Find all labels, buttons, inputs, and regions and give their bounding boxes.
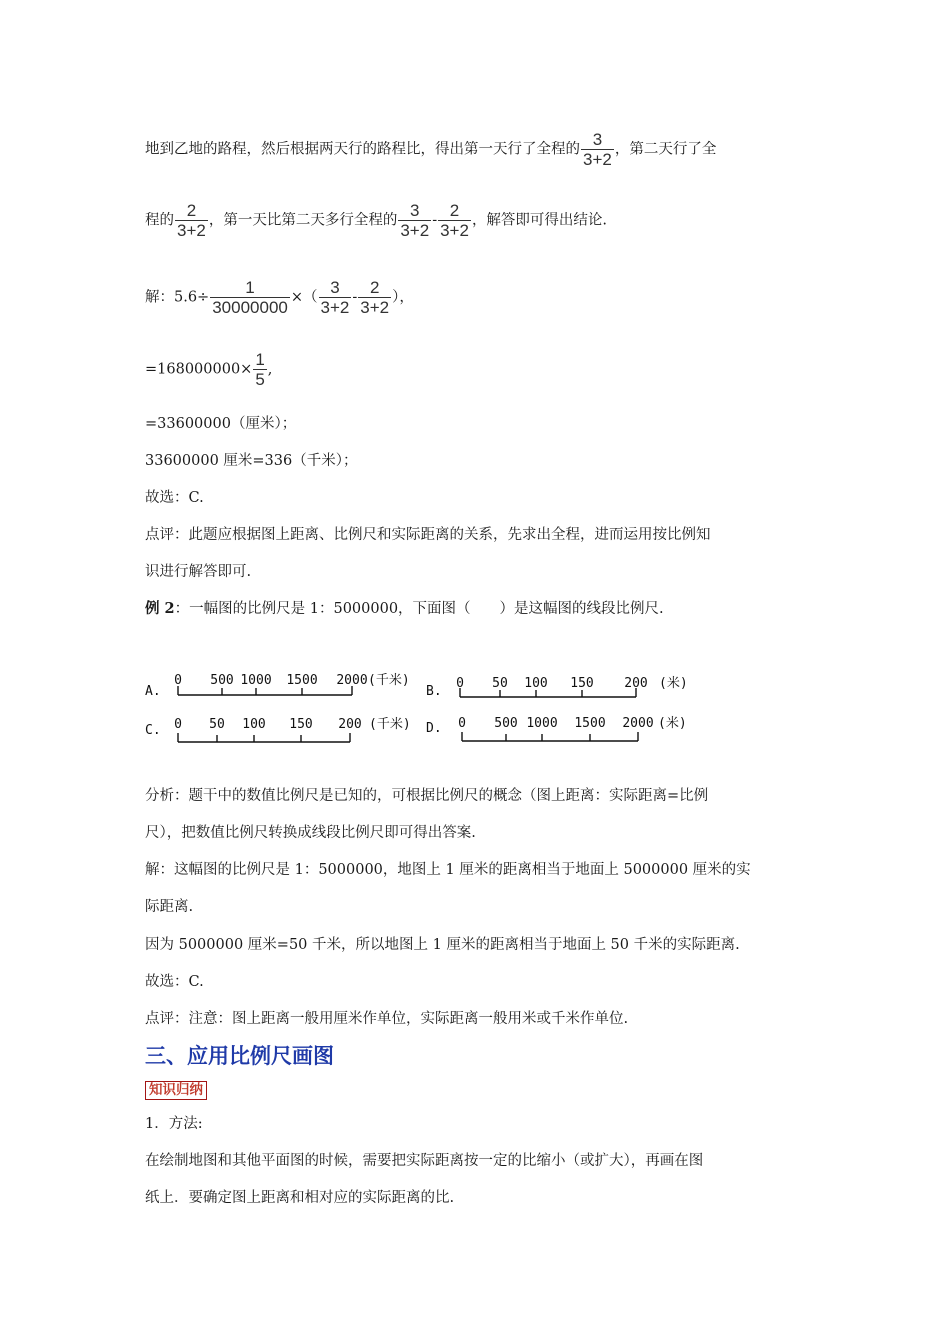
fraction-denominator: 3+2	[177, 221, 206, 240]
fraction	[319, 278, 352, 317]
fraction-numerator: 2	[186, 201, 197, 220]
scale-tick-label: 2000	[336, 673, 368, 688]
scale-tick-label: 500	[210, 673, 234, 688]
scale-tick-label: 0	[174, 717, 182, 732]
fraction	[210, 278, 290, 317]
fraction-numerator: 2	[369, 278, 380, 297]
scale-tick-label: 200	[338, 717, 362, 732]
scale-unit-label: (千米)	[369, 717, 411, 732]
analysis-line-1	[145, 130, 716, 169]
text-segment: 解：5.6÷	[145, 289, 210, 306]
fraction-denominator: 3+2	[360, 298, 390, 317]
scale-tick-label: 50	[492, 676, 508, 691]
text-segment: 程的	[145, 212, 174, 229]
example-label: 例 2	[145, 600, 175, 617]
solution-line-3: =33600000（厘米）；	[145, 416, 297, 432]
option-letter: B.	[426, 684, 442, 699]
scale-tick-label: 150	[289, 717, 313, 732]
fraction-numerator: 2	[449, 201, 460, 220]
solution-line-4: 33600000 厘米=336（千米）；	[145, 453, 358, 469]
solution-answer: 故选：C.	[145, 490, 204, 506]
option-letter: A.	[145, 684, 161, 699]
fraction	[398, 201, 431, 240]
fraction-numerator: 3	[592, 130, 603, 149]
scale-tick-label: 1500	[574, 716, 606, 731]
knowledge-badge: 知识归纳	[145, 1081, 207, 1100]
scale-unit-label: (米)	[658, 716, 687, 731]
method-para-line-2: 纸上．要确定图上距离和相对应的实际距离的比.	[145, 1190, 455, 1206]
scale-tick-label: 0	[456, 676, 464, 691]
scale-tick-label: 1500	[286, 673, 318, 688]
text-segment: ，解答即可得出结论.	[471, 212, 608, 229]
solution2-line-3: 因为 5000000 厘米=50 千米，所以地图上 1 厘米的距离相当于地面上 50 千米的实际距离.	[145, 937, 740, 953]
fraction-denominator: 3+2	[583, 150, 612, 169]
scale-bar-options	[140, 665, 700, 755]
scale-option-c	[145, 716, 411, 742]
scale-tick-label: 150	[570, 676, 594, 691]
text-segment: ，第二天行了全	[614, 141, 717, 158]
fraction	[581, 130, 614, 169]
option-letter: D.	[426, 721, 442, 736]
fraction	[438, 201, 471, 240]
fraction-numerator: 3	[330, 278, 340, 297]
scale-option-a	[145, 672, 410, 699]
text-segment: ），	[392, 289, 414, 306]
option-letter: C.	[145, 723, 161, 738]
solution-line-1	[145, 278, 414, 317]
text-segment: ×（	[290, 289, 318, 306]
question-text: ：一幅图的比例尺是 1：5000000，下面图（ ）是这幅图的线段比例尺.	[174, 601, 664, 617]
minus-sign: -	[352, 289, 358, 306]
analysis2-line-1: 分析：题干中的数值比例尺是已知的，可根据比例尺的概念（图上距离：实际距离=比例	[145, 788, 709, 804]
fraction	[175, 201, 208, 240]
fraction-denominator: 3+2	[400, 221, 430, 240]
scale-tick-label: 100	[524, 676, 548, 691]
text-segment: ，第一天比第二天多行全程的	[208, 212, 398, 229]
fraction-numerator: 3	[410, 201, 420, 220]
method-item: 1．方法:	[145, 1116, 203, 1132]
fraction-numerator: 1	[245, 278, 255, 297]
scale-tick-label: 2000	[622, 716, 654, 731]
scale-unit-label: (千米)	[368, 673, 410, 688]
scale-tick-label: 50	[209, 717, 225, 732]
fraction	[253, 350, 266, 389]
analysis-line-2	[145, 201, 607, 240]
fraction	[358, 278, 391, 317]
scale-tick-label: 0	[174, 673, 182, 688]
solution-line-2	[145, 350, 272, 389]
section-heading: 三、应用比例尺画图	[145, 1044, 334, 1068]
scale-tick-label: 100	[242, 717, 266, 732]
example2-question	[145, 599, 664, 619]
scale-tick-label: 200	[624, 676, 648, 691]
scale-tick-label: 500	[494, 716, 518, 731]
solution2-line-1: 解：这幅图的比例尺是 1：5000000，地图上 1 厘米的距离相当于地面上 5000000 厘米的实	[145, 862, 751, 878]
text-segment: 地到乙地的路程，然后根据两天行的路程比，得出第一天行了全程的	[145, 141, 580, 158]
fraction-denominator: 3+2	[320, 298, 350, 317]
text-segment: ,	[267, 361, 273, 378]
solution2-line-2: 际距离.	[145, 899, 194, 915]
scale-option-b	[426, 675, 688, 699]
minus-sign: -	[432, 212, 438, 229]
scale-tick-label: 1000	[240, 673, 272, 688]
comment-line-2: 识进行解答即可.	[145, 564, 252, 580]
scale-unit-label: (米)	[659, 676, 688, 691]
method-para-line-1: 在绘制地图和其他平面图的时候，需要把实际距离按一定的比缩小（或扩大），再画在图	[145, 1153, 704, 1169]
fraction-denominator: 5	[255, 370, 265, 389]
comment2: 点评：注意：图上距离一般用厘米作单位，实际距离一般用米或千米作单位.	[145, 1011, 629, 1027]
fraction-denominator: 30000000	[212, 298, 288, 317]
analysis2-line-2: 尺），把数值比例尺转换成线段比例尺即可得出答案.	[145, 825, 476, 841]
fraction-denominator: 3+2	[440, 221, 469, 240]
fraction-numerator: 1	[255, 350, 265, 369]
scale-tick-label: 0	[458, 716, 466, 731]
scale-tick-label: 1000	[526, 716, 558, 731]
scale-option-d	[426, 715, 687, 741]
text-segment: =168000000×	[145, 361, 253, 378]
comment-line-1: 点评：此题应根据图上距离、比例尺和实际距离的关系，先求出全程，进而运用按比例知	[145, 527, 711, 543]
solution2-answer: 故选：C.	[145, 974, 204, 990]
